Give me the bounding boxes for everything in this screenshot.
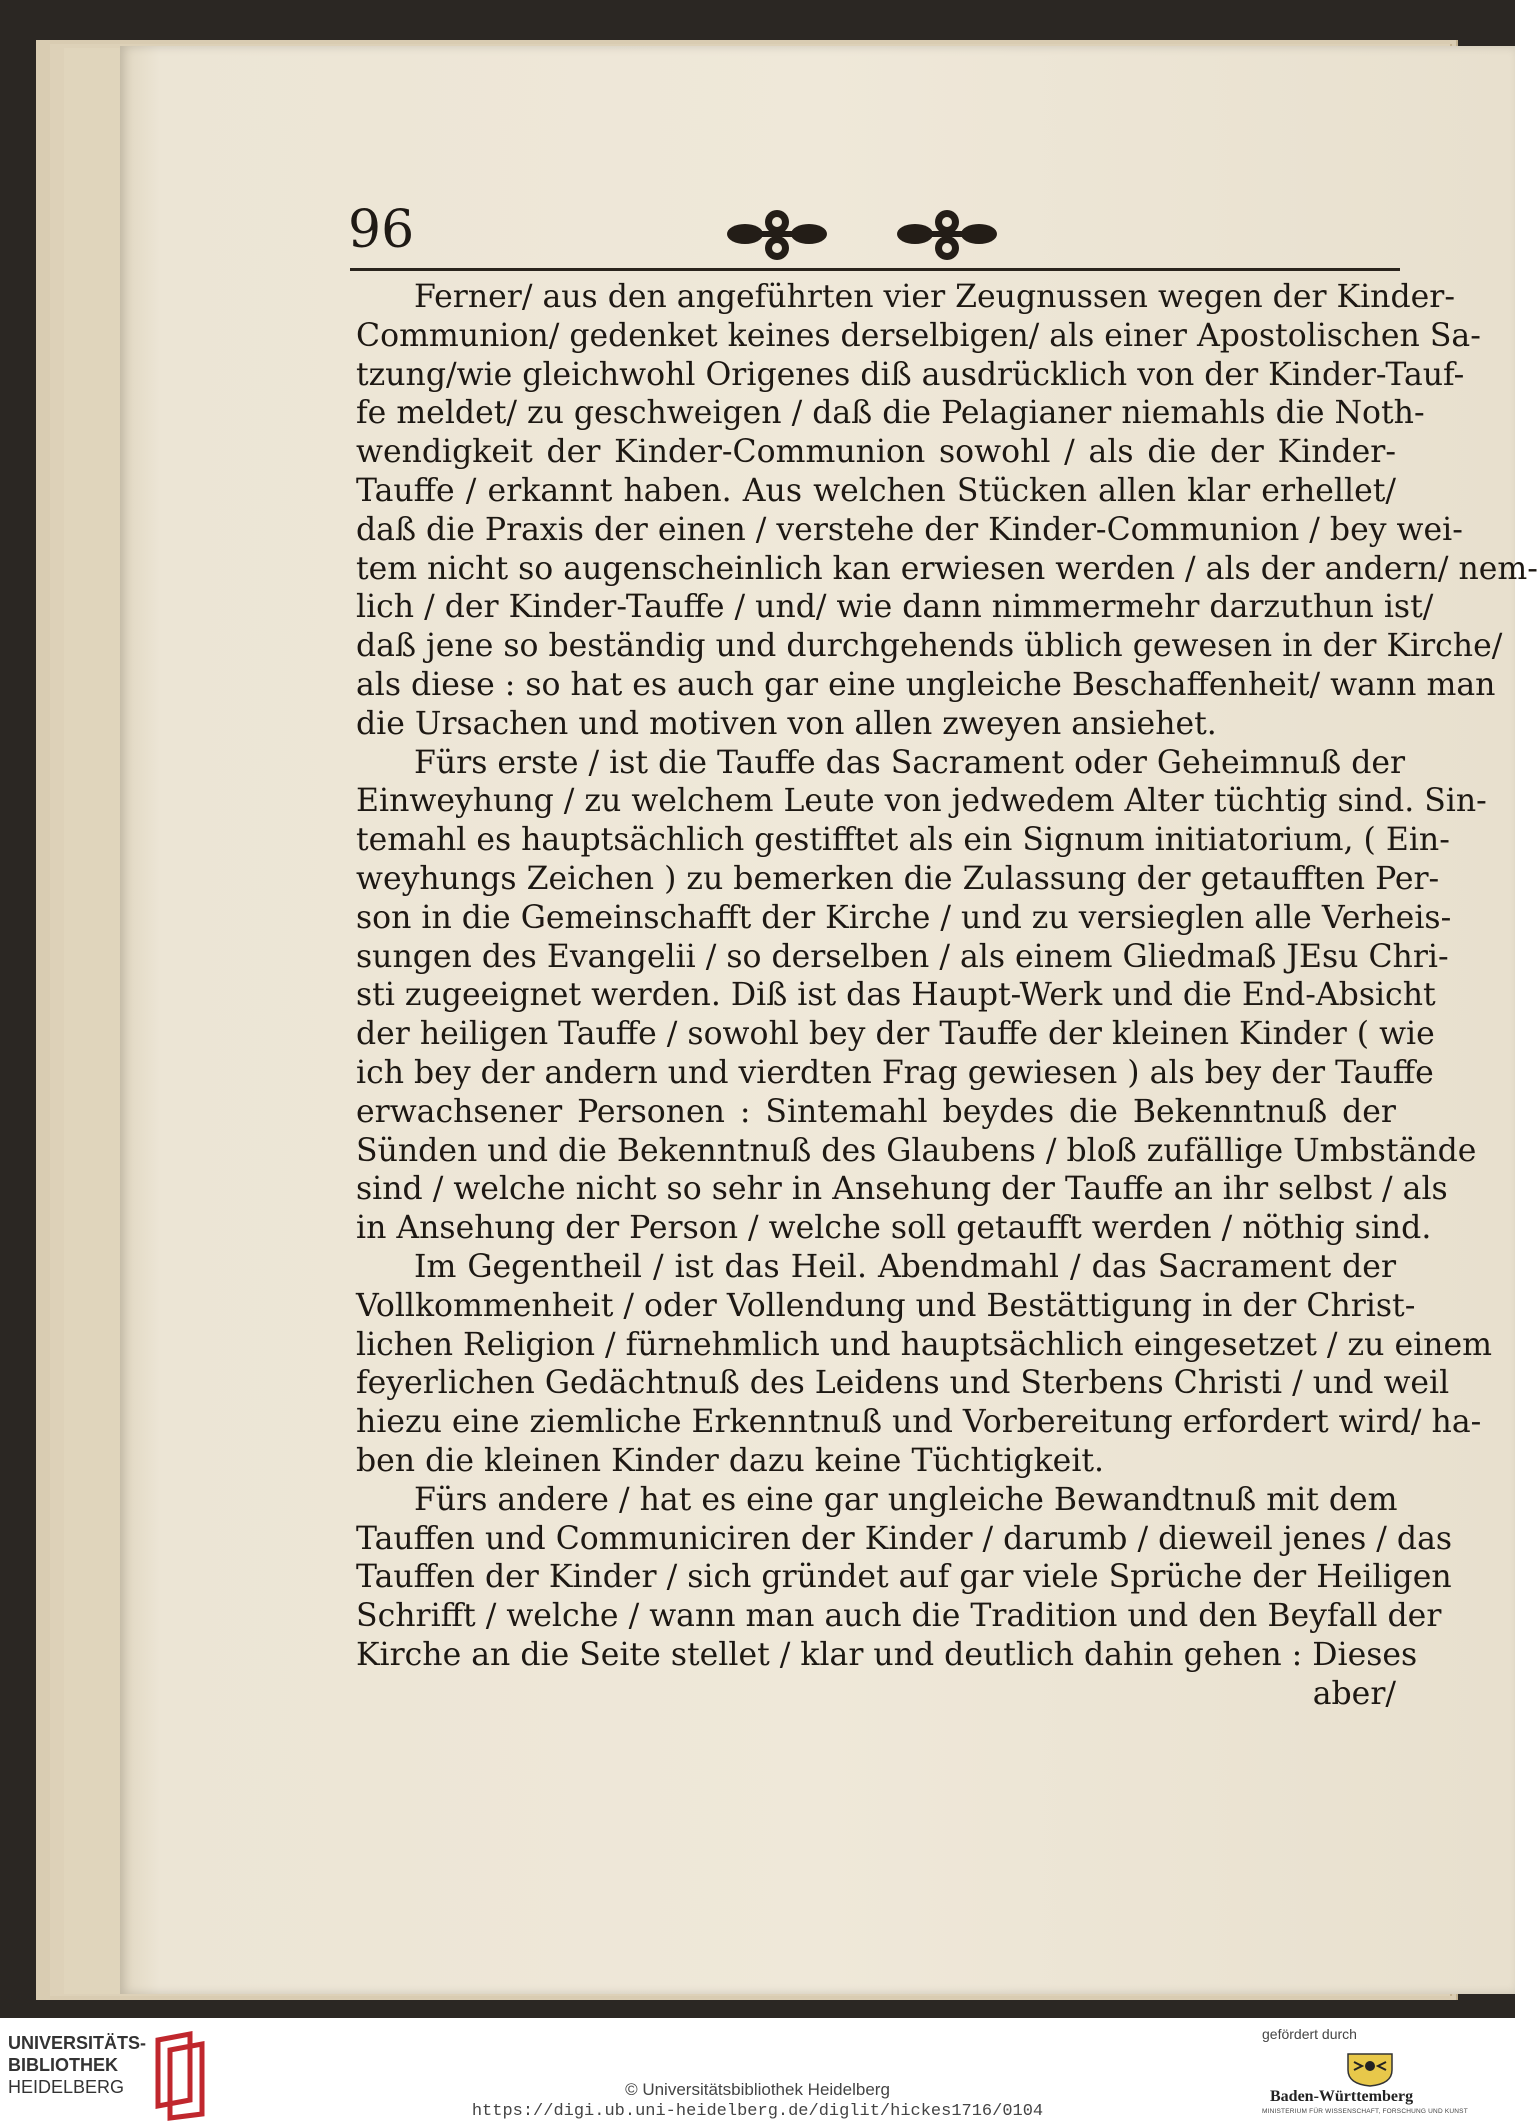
text-line: wendigkeit der Kinder-Communion sowohl / als die der Kinder-	[356, 434, 1396, 471]
text-line: sind / welche nicht so sehr in Ansehung der Tauffe an ihr selbst / als	[356, 1171, 1448, 1208]
text-line: Schrifft / welche / wann man auch die Tradition und den Beyfall der	[356, 1598, 1442, 1635]
funder-crest-icon	[1340, 2048, 1400, 2088]
header-ornament-icon	[715, 202, 1015, 266]
text-line: der heiligen Tauffe / sowohl bey der Tauffe der kleinen Kinder ( wie	[356, 1016, 1435, 1053]
text-line: lichen Religion / fürnehmlich und hauptsächlich eingesetzet / zu einem	[356, 1326, 1492, 1363]
text-line: in Ansehung der Person / welche soll getaufft werden / nöthig sind.	[356, 1210, 1432, 1247]
header-rule	[350, 268, 1400, 271]
text-line: daß jene so beständig und durchgehends üblich gewesen in der Kirche/	[356, 628, 1503, 665]
body-text	[356, 278, 1538, 1713]
text-line: temahl es hauptsächlich gestifftet als ein Signum initiatorium, ( Ein-	[356, 822, 1450, 859]
funder-subtitle: MINISTERIUM FÜR WISSENSCHAFT, FORSCHUNG UND KUNST	[1262, 2108, 1468, 2115]
text-line: hiezu eine ziemliche Erkenntnuß und Vorbereitung erfordert wird/ ha-	[356, 1404, 1482, 1441]
text-line: erwachsener Personen : Sintemahl beydes die Bekenntnuß der	[356, 1093, 1396, 1130]
text-line: lich / der Kinder-Tauffe / und/ wie dann nimmermehr darzuthun ist/	[356, 589, 1434, 626]
text-line: Vollkommenheit / oder Vollendung und Bestättigung in der Christ-	[356, 1287, 1416, 1324]
text-line: sti zugeeignet werden. Diß ist das Haupt-Werk und die End-Absicht	[356, 977, 1436, 1014]
text-line: Im Gegentheil / ist das Heil. Abendmahl / das Sacrament der	[414, 1248, 1396, 1285]
text-line: Tauffen der Kinder / sich gründet auf gar viele Sprüche der Heiligen	[356, 1559, 1452, 1596]
text-line: son in die Gemeinschafft der Kirche / und zu versieglen alle Verheis-	[356, 899, 1452, 936]
text-line: die Ursachen und motiven von allen zweyen ansiehet.	[356, 705, 1217, 742]
text-line: ich bey der andern und vierdten Frag gewiesen ) als bey der Tauffe	[356, 1054, 1434, 1091]
text-line: tem nicht so augenscheinlich kan erwiesen werden / als der andern/ nem-	[356, 550, 1538, 587]
library-name-line2: BIBLIOTHEK	[8, 2055, 118, 2075]
text-line: Tauffe / erkannt haben. Aus welchen Stücken allen klar erhellet/	[356, 472, 1396, 509]
text-line: tzung/wie gleichwohl Origenes diß ausdrücklich von der Kinder-Tauf-	[356, 356, 1465, 393]
library-name-line3: HEIDELBERG	[8, 2077, 125, 2097]
library-name-line1: UNIVERSITÄTS-	[8, 2033, 147, 2053]
text-line: ben die kleinen Kinder dazu keine Tüchtigkeit.	[356, 1442, 1105, 1479]
permalink-url[interactable]: https://digi.ub.uni-heidelberg.de/diglit/hickes1716/0104	[471, 2102, 1044, 2121]
text-line: als diese : so hat es auch gar eine ungleiche Beschaffenheit/ wann man	[356, 666, 1496, 703]
funder-name: Baden-Württemberg	[1270, 2088, 1414, 2105]
text-line: Fürs erste / ist die Tauffe das Sacrament oder Geheimnuß der	[414, 744, 1406, 781]
text-line: Fürs andere / hat es eine gar ungleiche Bewandtnuß mit dem	[414, 1481, 1398, 1518]
text-line: Einweyhung / zu welchem Leute von jedwedem Alter tüchtig sind. Sin-	[356, 783, 1487, 820]
text-line: Sünden und die Bekenntnuß des Glaubens / bloß zufällige Umbstände	[356, 1132, 1477, 1169]
text-line: Kirche an die Seite stellet / klar und deutlich dahin gehen : Dieses	[356, 1636, 1418, 1673]
footer-bar	[0, 2018, 1515, 2126]
text-line: daß die Praxis der einen / verstehe der Kinder-Communion / bey wei-	[356, 511, 1463, 548]
text-line: Communion/ gedenket keines derselbigen/ als einer Apostolischen Sa-	[356, 317, 1481, 354]
text-line: feyerlichen Gedächtnuß des Leidens und Sterbens Christi / und weil	[356, 1365, 1450, 1402]
text-line: sungen des Evangelii / so derselben / als einem Gliedmaß JEsu Chri-	[356, 938, 1449, 975]
text-line: weyhungs Zeichen ) zu bemerken die Zulassung der getaufften Per-	[356, 860, 1440, 897]
copyright-text: © Universitätsbibliothek Heidelberg	[625, 2080, 890, 2099]
text-line: fe meldet/ zu geschweigen / daß die Pelagianer niemahls die Noth-	[356, 395, 1425, 432]
text-line: Ferner/ aus den angeführten vier Zeugnussen wegen der Kinder-	[414, 279, 1455, 315]
text-line: Tauffen und Communiciren der Kinder / darumb / dieweil jenes / das	[356, 1520, 1453, 1557]
page-number: 96	[348, 200, 415, 260]
funded-by-label: gefördert durch	[1262, 2026, 1357, 2042]
text-line: aber/	[1312, 1675, 1396, 1712]
